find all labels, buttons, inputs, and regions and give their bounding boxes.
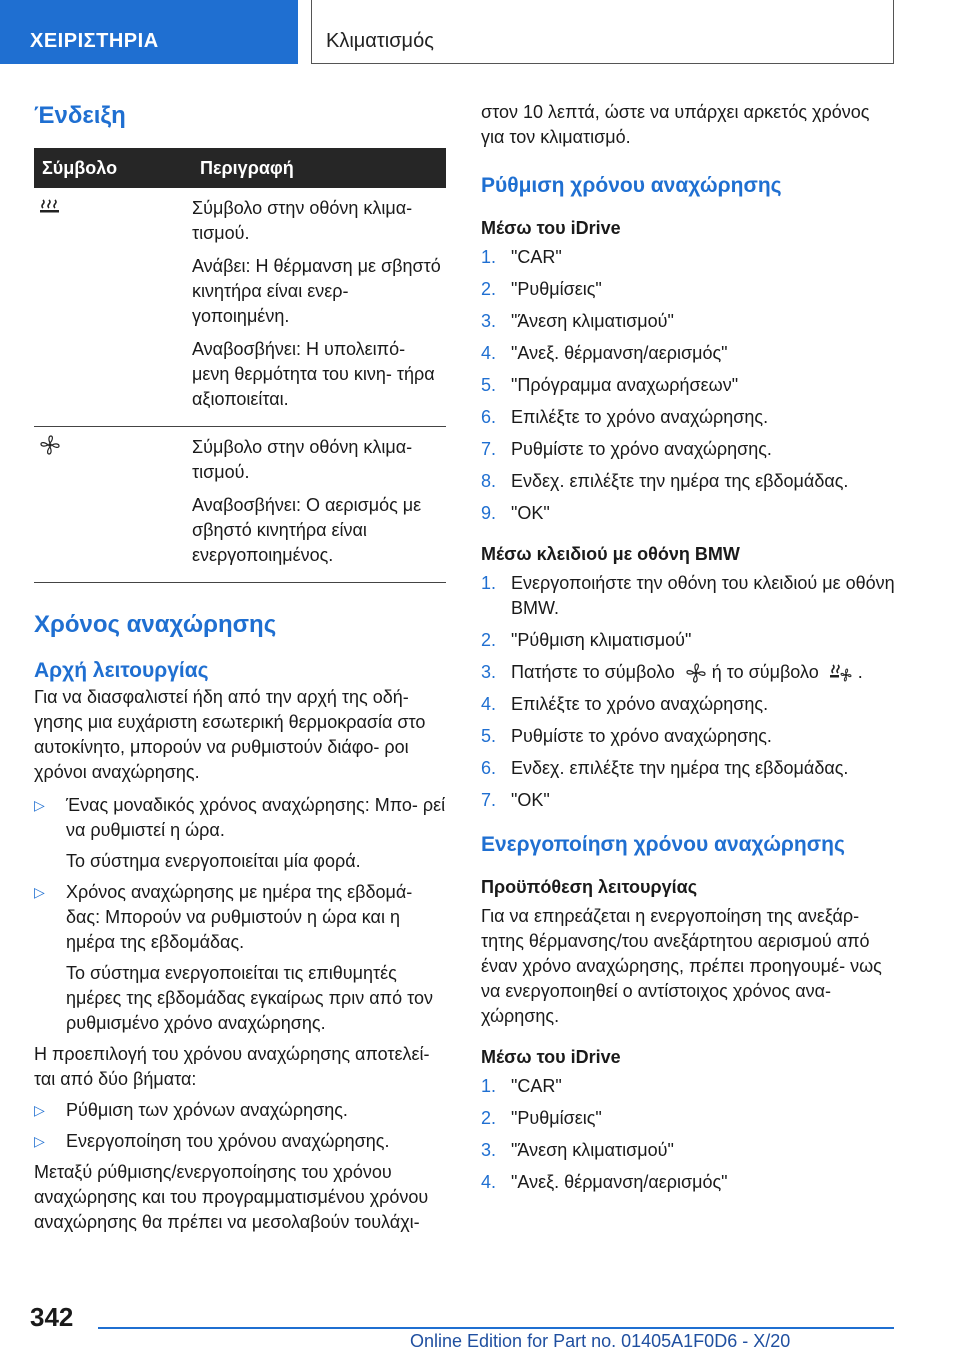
list-item: 4. Επιλέξτε το χρόνο αναχώρησης. — [481, 694, 769, 714]
col-symbol-header: Σύμβολο — [34, 148, 192, 188]
triangle-bullet-icon: ▷ — [34, 1133, 45, 1149]
list-item: 3. "Άνεση κλιματισμού" — [481, 1140, 674, 1160]
list-item: 2. "Ρύθμιση κλιματισμού" — [481, 630, 692, 650]
activate-departure-heading: Ενεργοποίηση χρόνου αναχώρησης — [481, 833, 845, 856]
left-column — [34, 100, 446, 1235]
table-text: Σύμβολο στην οθόνη κλιμα- τισμού. — [192, 437, 413, 482]
timing-paragraph: Μεταξύ ρύθμισης/ενεργοποίησης του χρόνου αναχώρησης και του προγραμματισμένου χρόνου αναχώρησης θα πρέπει να μεσολαβούν τουλάχι- — [34, 1162, 429, 1232]
fan-icon — [686, 663, 706, 683]
requirement-paragraph: Για να επηρεάζεται η ενεργοποίηση της ανεξάρ- τητης θέρμανσης/του ανεξάρτητου αερισμού από έναν χρόνο αναχώρησης, πρέπει προηγουμέ- νως να ενεργοποιηθεί ο αντίστοιχος χρόνος ανα- χώρησης. — [481, 906, 882, 1026]
section-title: Κλιματισμός — [326, 30, 434, 52]
triangle-bullet-icon: ▷ — [34, 797, 45, 813]
footer-divider — [98, 1327, 894, 1329]
idrive-steps-list — [481, 245, 895, 526]
steps-paragraph: Η προεπιλογή του χρόνου αναχώρησης αποτελεί- ται από δύο βήματα: — [34, 1044, 430, 1089]
list-item: 2. "Ρυθμίσεις" — [481, 1108, 602, 1128]
idrive-steps-list-2 — [481, 1074, 895, 1195]
display-heading: Ένδειξη — [34, 102, 126, 129]
list-item: 3. Πατήστε το σύμβολο ή το σύμβολο . — [481, 662, 863, 682]
list-item: 7. "OK" — [481, 790, 550, 810]
list-item: 6. Ενδεχ. επιλέξτε την ημέρα της εβδομάδας. — [481, 758, 849, 778]
list-item: 8. Ενδεχ. επιλέξτε την ημέρα της εβδομάδας. — [481, 471, 849, 491]
fan-icon — [40, 435, 60, 455]
col-description-header: Περιγραφή — [192, 148, 446, 188]
list-item: 5. "Πρόγραμμα αναχωρήσεων" — [481, 375, 739, 395]
table-row — [34, 427, 446, 583]
table-header-row — [34, 148, 446, 188]
edition-footer: Online Edition for Part no. 01405A1F0D6 - X/20 — [410, 1331, 791, 1351]
list-item: ▷ Ρύθμιση των χρόνων αναχώρησης. — [34, 1098, 446, 1123]
triangle-bullet-icon: ▷ — [34, 1102, 45, 1118]
heater-fan-icon — [830, 663, 852, 683]
via-idrive-label: Μέσω του iDrive — [481, 218, 621, 238]
list-item: 1. Ενεργοποιήστε την οθόνη του κλειδιού με οθόνη BMW. — [481, 573, 895, 618]
intro-paragraph: Για να διασφαλιστεί ήδη από την αρχή της οδή- γησης μια ευχάριστη εσωτερική θερμοκρασία στο αυτοκίνητο, μπορούν να ρυθμιστούν διάφο- ροι χρόνοι αναχώρησης. — [34, 687, 426, 782]
list-item: 7. Ρυθμίστε το χρόνο αναχώρησης. — [481, 439, 772, 459]
list-item: 6. Επιλέξτε το χρόνο αναχώρησης. — [481, 407, 769, 427]
list-item: 1. "CAR" — [481, 247, 562, 267]
list-item: ▷ Ενεργοποίηση του χρόνου αναχώρησης. — [34, 1129, 446, 1154]
via-idrive-label-2: Μέσω του iDrive — [481, 1047, 621, 1067]
set-departure-heading: Ρύθμιση χρόνου αναχώρησης — [481, 174, 782, 197]
chapter-tab — [0, 0, 298, 64]
table-row — [34, 188, 446, 427]
list-item: 4. "Ανεξ. θέρμανση/αερισμός" — [481, 1172, 728, 1192]
table-text: Σύμβολο στην οθόνη κλιμα- τισμού. — [192, 198, 413, 243]
symbol-table — [34, 148, 446, 583]
list-item: 9. "OK" — [481, 503, 550, 523]
list-item: 3. "Άνεση κλιματισμού" — [481, 311, 674, 331]
heater-icon — [40, 198, 60, 214]
list-item: 2. "Ρυθμίσεις" — [481, 279, 602, 299]
list-item: 1. "CAR" — [481, 1076, 562, 1096]
departure-time-heading: Χρόνος αναχώρησης — [34, 611, 277, 638]
table-text: Αναβοσβήνει: Η υπολειπό- μενη θερμότητα του κινη- τήρα αξιοποιείται. — [192, 339, 435, 409]
list-item: ▷ Ένας μοναδικός χρόνος αναχώρησης: Μπο- ρεί να ρυθμιστεί η ώρα. Το σύστημα ενεργοποιείται μία φορά. — [34, 795, 446, 871]
via-key-label: Μέσω κλειδιού με οθόνη BMW — [481, 544, 740, 564]
requirement-label: Προϋπόθεση λειτουργίας — [481, 877, 698, 897]
table-text: Ανάβει: Η θέρμανση με σβηστό κινητήρα είναι ενερ- γοποιημένη. — [192, 256, 441, 326]
table-text: Αναβοσβήνει: Ο αερισμός με σβηστό κινητήρα είναι ενεργοποιημένος. — [192, 495, 422, 565]
chapter-title: ΧΕΙΡΙΣΤΗΡΙΑ — [30, 30, 159, 52]
list-item: 5. Ρυθμίστε το χρόνο αναχώρησης. — [481, 726, 772, 746]
continued-paragraph: στον 10 λεπτά, ώστε να υπάρχει αρκετός χρόνος για τον κλιματισμό. — [481, 102, 870, 147]
section-tab — [311, 0, 894, 64]
list-item: ▷ Χρόνος αναχώρησης με ημέρα της εβδομά- δας: Μπορούν να ρυθμιστούν η ώρα και η ημέρα της εβδομάδας. Το σύστημα ενεργοποιείται τις επιθυμητές ημέρες της εβδομάδας εγκαίρως πριν από τον ρυθμισμένο χρόνο αναχώρησης. — [34, 882, 433, 1033]
list-item: 4. "Ανεξ. θέρμανση/αερισμός" — [481, 343, 728, 363]
page-number: 342 — [30, 1302, 74, 1332]
key-steps-list — [481, 571, 895, 813]
principle-heading: Αρχή λειτουργίας — [34, 659, 209, 682]
right-column — [481, 100, 895, 1202]
triangle-bullet-icon: ▷ — [34, 884, 45, 900]
